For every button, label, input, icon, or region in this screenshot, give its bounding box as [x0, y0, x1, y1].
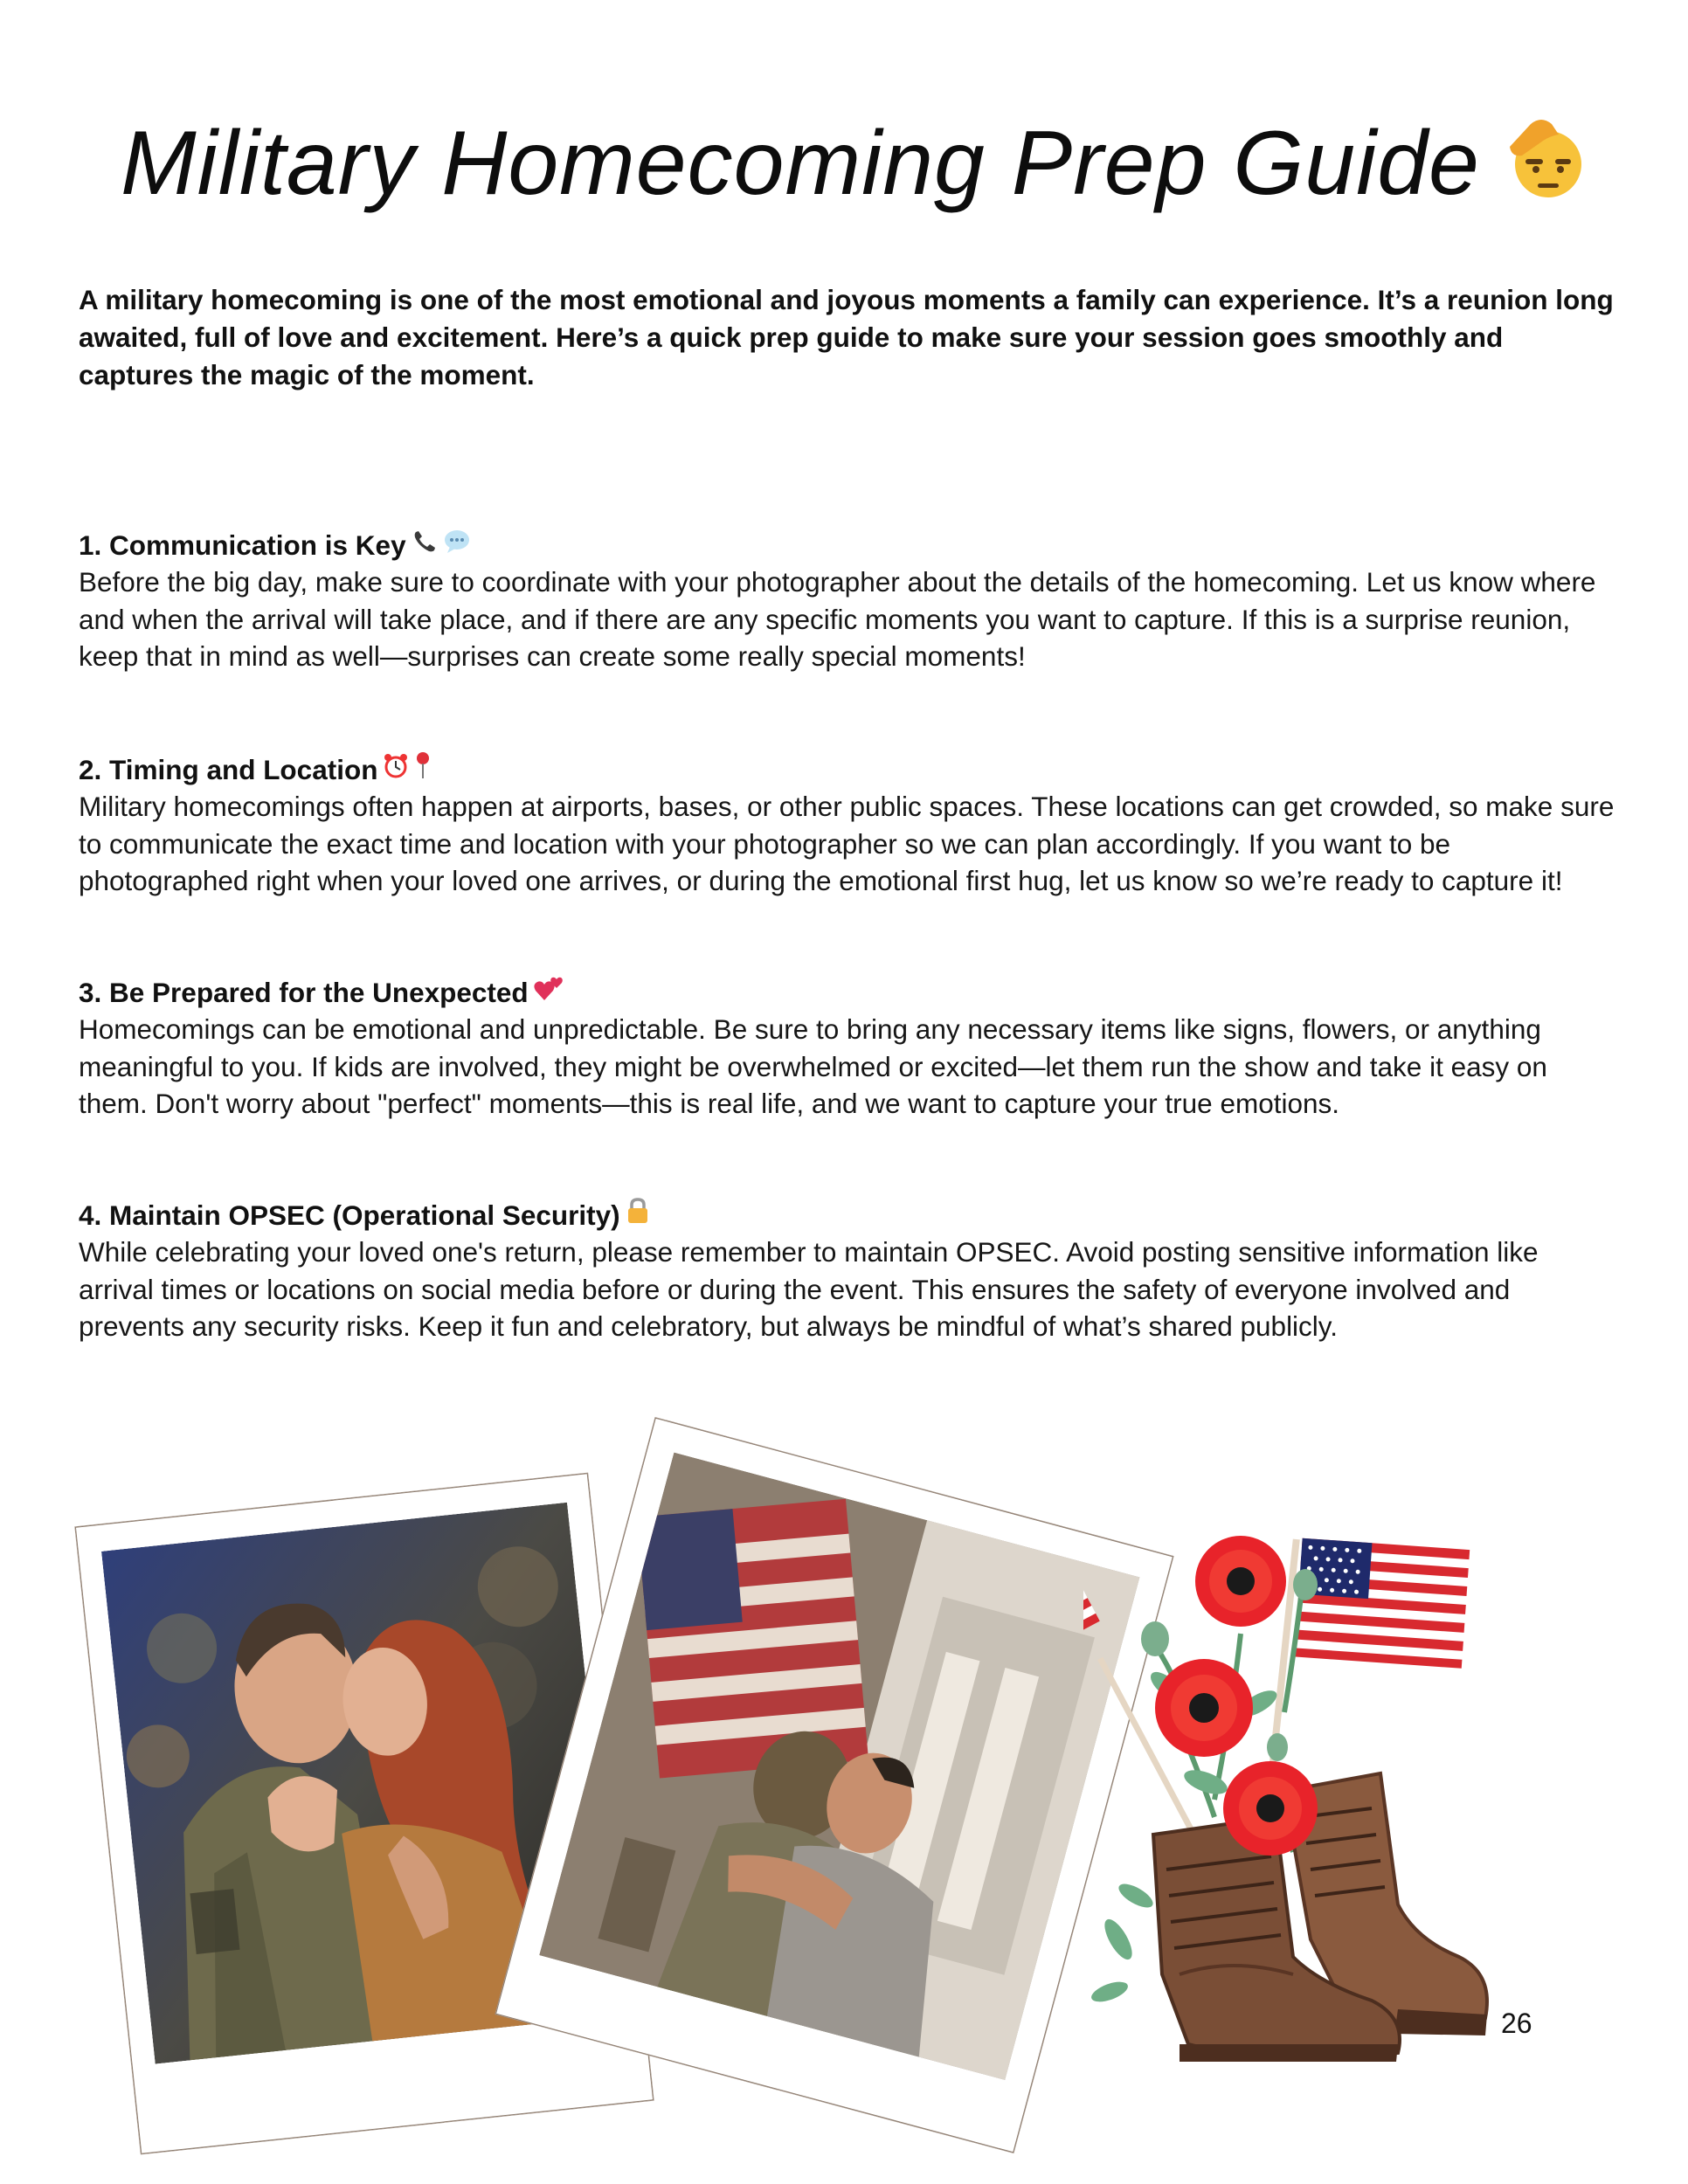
- section-heading: [79, 1197, 1616, 1234]
- alarm-clock-icon: [383, 751, 409, 788]
- telephone-icon: [412, 527, 438, 563]
- section-heading-text: 1. Communication is Key: [79, 529, 406, 561]
- page-title: [121, 112, 1606, 223]
- lock-icon: [626, 1197, 650, 1234]
- section-heading: [79, 751, 1616, 788]
- section-body: Before the big day, make sure to coordinate with your photographer about the details of the homecoming. Let us know where and when the arrival will take place, and if there are any specific moments you want to capture. If this is a surprise reunion, keep that in mind as well—surprises can create some really special moments!: [79, 566, 1596, 672]
- section-body: While celebrating your loved one's return, please remember to maintain OPSEC. Avoid posting sensitive information like arrival times or locations on social media before or during the event. This ensures the safety of everyone involved and prevents any security risks. Keep it fun and celebratory, but always be mindful of what’s shared publicly.: [79, 1236, 1539, 1342]
- page-title-text: Military Homecoming Prep Guide: [121, 113, 1480, 214]
- section-heading: [79, 974, 1616, 1011]
- round-pushpin-icon: [414, 751, 432, 788]
- saluting-face-icon: [1505, 117, 1588, 223]
- section-heading-text: 4. Maintain OPSEC (Operational Security): [79, 1199, 620, 1231]
- section-body: Military homecomings often happen at airports, bases, or other public spaces. These locations can get crowded, so make sure to communicate the exact time and location with your photographer so we can plan accordingly. If you want to be photographed right when your loved one arrives, or during the emotional first hug, let us know so we’re ready to capture it!: [79, 791, 1615, 896]
- section-heading-text: 3. Be Prepared for the Unexpected: [79, 977, 529, 1008]
- section-heading-text: 2. Timing and Location: [79, 754, 378, 785]
- section-heading: [79, 527, 1616, 563]
- two-hearts-icon: [534, 974, 564, 1011]
- section-communication: [79, 527, 1616, 675]
- section-unexpected: [79, 974, 1616, 1123]
- combat-boots-poppies-flags-illustration: [1083, 1485, 1538, 2066]
- section-timing-location: [79, 751, 1616, 900]
- section-body: Homecomings can be emotional and unpredictable. Be sure to bring any necessary items like signs, flowers, or anything meaningful to you. If kids are involved, they might be overwhelmed or excited—let them run the show and take it easy on them. Don't worry about "perfect" moments—this is real life, and we want to capture your true emotions.: [79, 1013, 1547, 1119]
- page-number: 26: [1501, 2008, 1532, 2039]
- section-opsec: [79, 1197, 1616, 1345]
- speech-bubble-icon: [443, 527, 471, 563]
- soldier-embrace-with-flag-photo: [539, 1452, 1139, 2080]
- intro-paragraph: A military homecoming is one of the most emotional and joyous moments a family can experience. It’s a reunion long awaited, full of love and excitement. Here’s a quick prep guide to make sure your session goes smoothly and captures the magic of the moment.: [79, 284, 1614, 390]
